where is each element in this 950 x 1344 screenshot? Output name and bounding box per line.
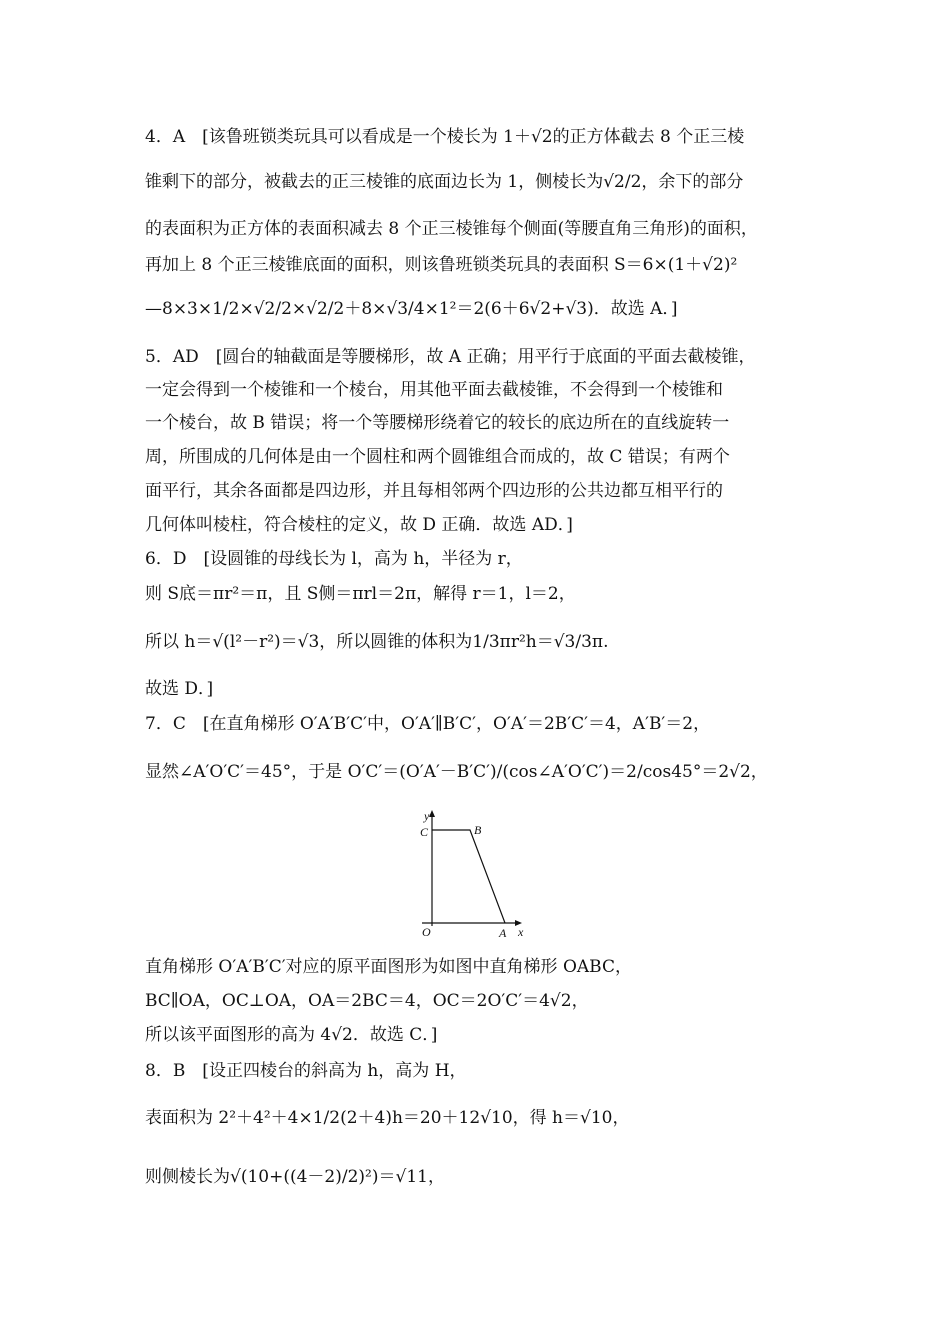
answer-7-line-4: BC∥OA，OC⊥OA，OA＝2BC＝4，OC＝2O′C′＝4√2， — [145, 991, 589, 1011]
answer-6-line-1: 6．D [设圆锥的母线长为 l，高为 h，半径为 r， — [145, 549, 523, 569]
answer-4-line-5: —8×3×1/2×√2/2×√2/2＋8×√3/4×1²＝2(6＋6√2+√3)．故选 A．] — [145, 299, 678, 319]
answer-4-line-3: 的表面积为正方体的表面积减去 8 个正三棱锥每个侧面(等腰直角三角形)的面积， — [145, 219, 758, 239]
origin-label: O — [422, 925, 431, 939]
answer-7-line-5: 所以该平面图形的高为 4√2．故选 C．] — [145, 1025, 438, 1045]
point-b-label: B — [474, 823, 482, 837]
x-axis-label: x — [518, 925, 524, 939]
y-axis-arrow — [429, 810, 435, 817]
answer-8-line-3: 则侧棱长为√(10+((4－2)/2)²)＝√11， — [145, 1167, 445, 1187]
answer-5-line-5: 面平行，其余各面都是四边形，并且每相邻两个四边形的公共边都互相平行的 — [145, 481, 723, 501]
trapezoid-figure — [410, 808, 540, 943]
answer-8-line-2: 表面积为 2²＋4²＋4×1/2(2＋4)h＝20＋12√10，得 h＝√10， — [145, 1108, 630, 1128]
answer-4-line-2: 锥剩下的部分，被截去的正三棱锥的底面边长为 1，侧棱长为√2/2，余下的部分 — [145, 172, 744, 192]
y-axis-label: y — [424, 809, 430, 823]
answer-7-line-3: 直角梯形 O′A′B′C′对应的原平面图形为如图中直角梯形 OABC， — [145, 957, 632, 977]
answer-5-line-1: 5．AD [圆台的轴截面是等腰梯形，故 A 正确；用平行于底面的平面去截棱锥， — [145, 347, 756, 367]
answer-5-line-6: 几何体叫棱柱，符合棱柱的定义，故 D 正确．故选 AD．] — [145, 515, 573, 535]
answer-8-line-1: 8．B [设正四棱台的斜高为 h，高为 H， — [145, 1061, 467, 1081]
answer-5-line-4: 周，所围成的几何体是由一个圆柱和两个圆锥组合而成的，故 C 错误；有两个 — [145, 447, 730, 467]
answer-6-line-4: 故选 D．] — [145, 679, 214, 699]
point-c-label: C — [420, 825, 429, 839]
answer-4-line-1: 4．A [该鲁班锁类玩具可以看成是一个棱长为 1＋√2的正方体截去 8 个正三棱 — [145, 127, 745, 147]
answer-7-line-1: 7．C [在直角梯形 O′A′B′C′中，O′A′∥B′C′，O′A′＝2B′C′＝4，A′B′＝2， — [145, 714, 711, 734]
trapezoid-edges — [432, 830, 505, 923]
answer-6-line-3: 所以 h＝√(l²－r²)＝√3，所以圆锥的体积为1/3πr²h＝√3/3π. — [145, 632, 609, 652]
answer-4-line-4: 再加上 8 个正三棱锥底面的面积，则该鲁班锁类玩具的表面积 S＝6×(1＋√2)² — [145, 255, 738, 275]
answer-6-line-2: 则 S底＝πr²＝π，且 S侧＝πrl＝2π，解得 r＝1，l＝2， — [145, 584, 576, 604]
answer-7-line-2: 显然∠A′O′C′＝45°，于是 O′C′＝(O′A′－B′C′)/(cos∠A′O′C′)＝2/cos45°＝2√2， — [145, 762, 768, 782]
point-a-label: A — [499, 926, 507, 940]
answer-5-line-3: 一个棱台，故 B 错误；将一个等腰梯形绕着它的较长的底边所在的直线旋转一 — [145, 413, 730, 433]
answer-5-line-2: 一定会得到一个棱锥和一个棱台，用其他平面去截棱锥，不会得到一个棱锥和 — [145, 380, 723, 400]
